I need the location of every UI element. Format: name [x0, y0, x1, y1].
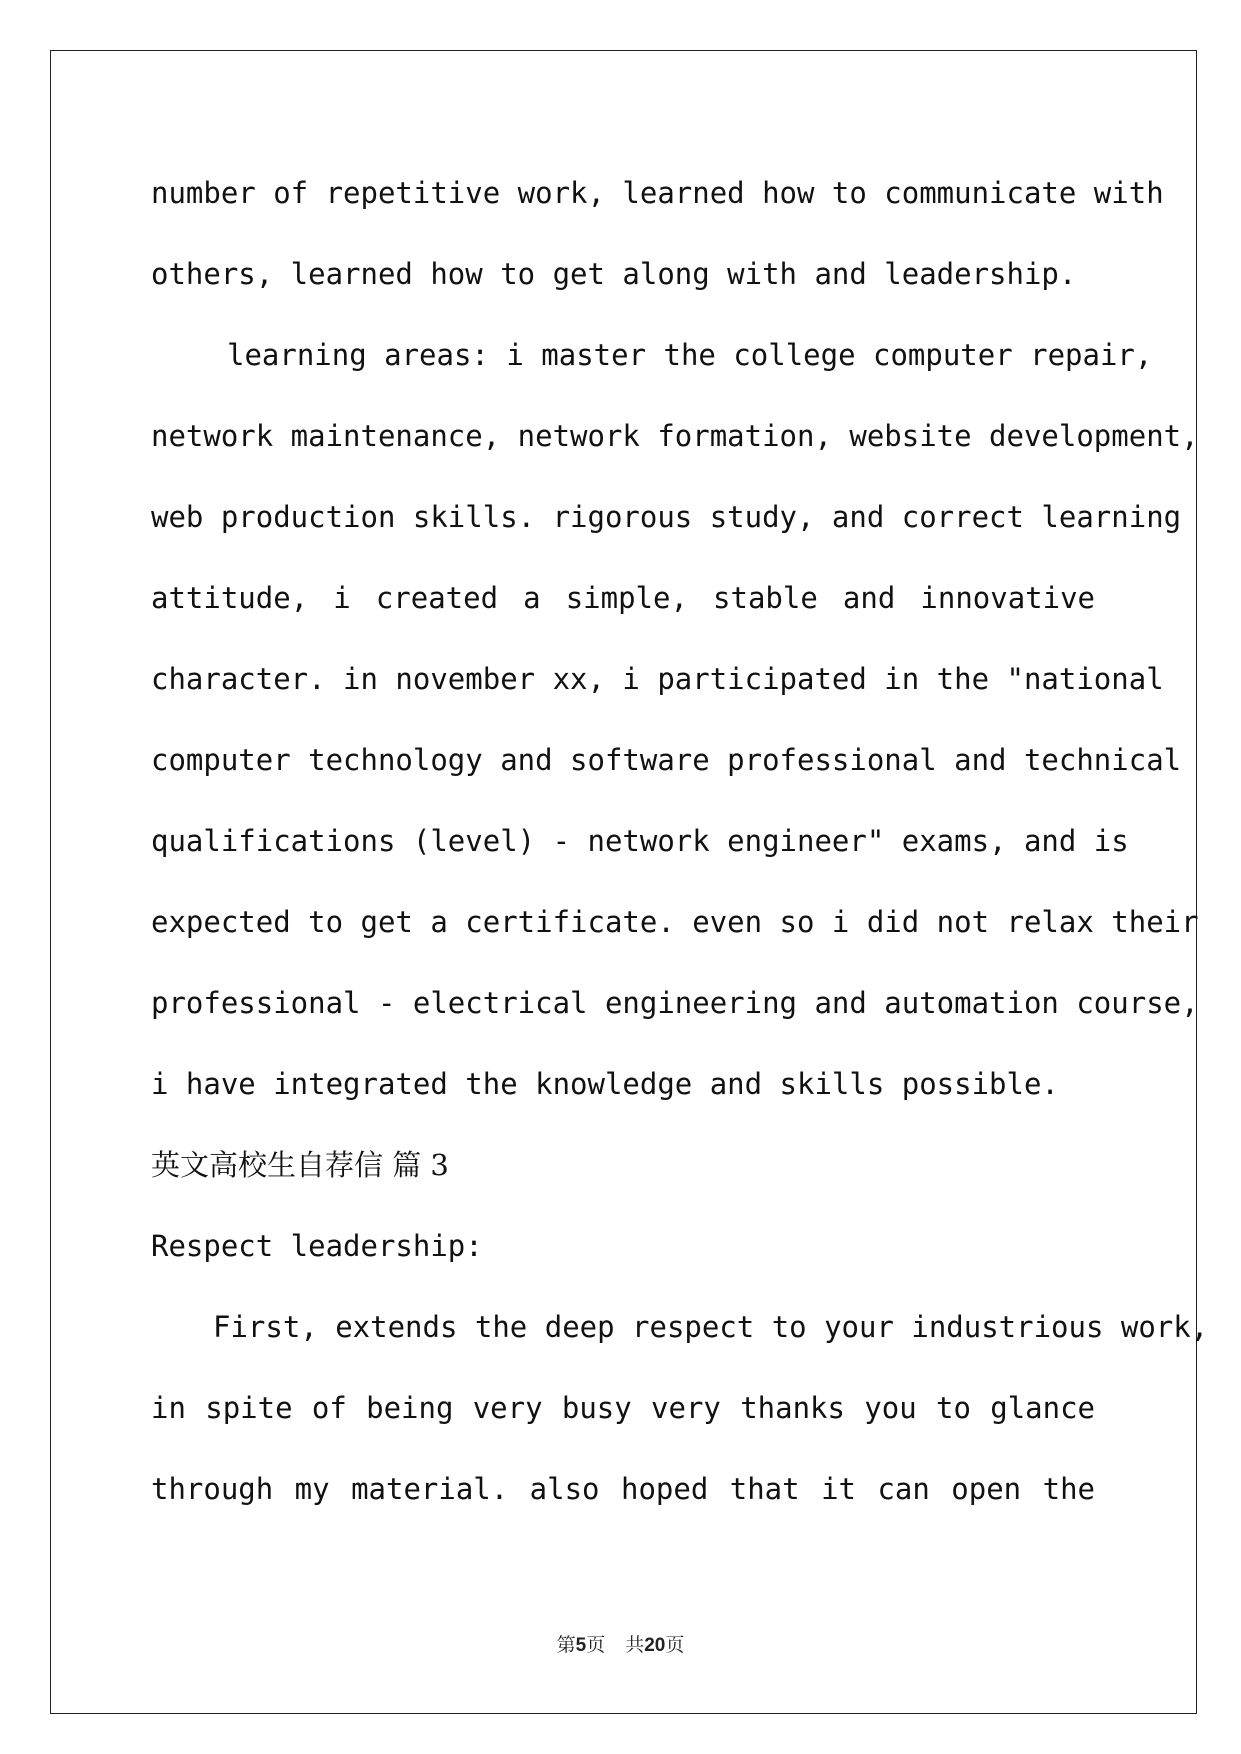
text-line: web production skills. rigorous study, and correct learning	[151, 500, 1182, 534]
text-line: network maintenance, network formation, website development,	[151, 419, 1199, 453]
text-line: character. in november xx, i participated in the "national	[151, 662, 1164, 696]
text-line: professional - electrical engineering and automation course,	[151, 986, 1199, 1020]
text-line: learning areas: i master the college computer repair,	[227, 338, 1153, 372]
page-footer	[0, 1630, 1241, 1657]
page-border	[50, 50, 1209, 1714]
text-line: through my material. also hoped that it can open the	[151, 1472, 1095, 1506]
text-line: First, extends the deep respect to your industrious work,	[213, 1310, 1209, 1344]
page-prefix: 第	[556, 1634, 576, 1656]
text-line: i have integrated the knowledge and skills possible.	[151, 1067, 1059, 1101]
text-line: qualifications (level) - network engineer" exams, and is	[151, 824, 1129, 858]
total-pages: 20	[644, 1635, 666, 1656]
section-heading: 英文高校生自荐信 篇 3	[151, 1148, 449, 1182]
text-line: others, learned how to get along with and leadership.	[151, 257, 1077, 291]
total-suffix: 页	[665, 1634, 685, 1656]
text-line: attitude, i created a simple, stable and innovative	[151, 581, 1095, 615]
text-line: computer technology and software professional and technical	[151, 743, 1182, 777]
text-line: expected to get a certificate. even so i did not relax their	[151, 905, 1199, 939]
total-prefix: 共	[625, 1634, 645, 1656]
page-suffix: 页	[586, 1634, 606, 1656]
text-line: number of repetitive work, learned how to communicate with	[151, 176, 1164, 210]
salutation: Respect leadership:	[151, 1229, 483, 1263]
text-line: in spite of being very busy very thanks you to glance	[151, 1391, 1095, 1425]
page-number: 5	[575, 1635, 587, 1656]
